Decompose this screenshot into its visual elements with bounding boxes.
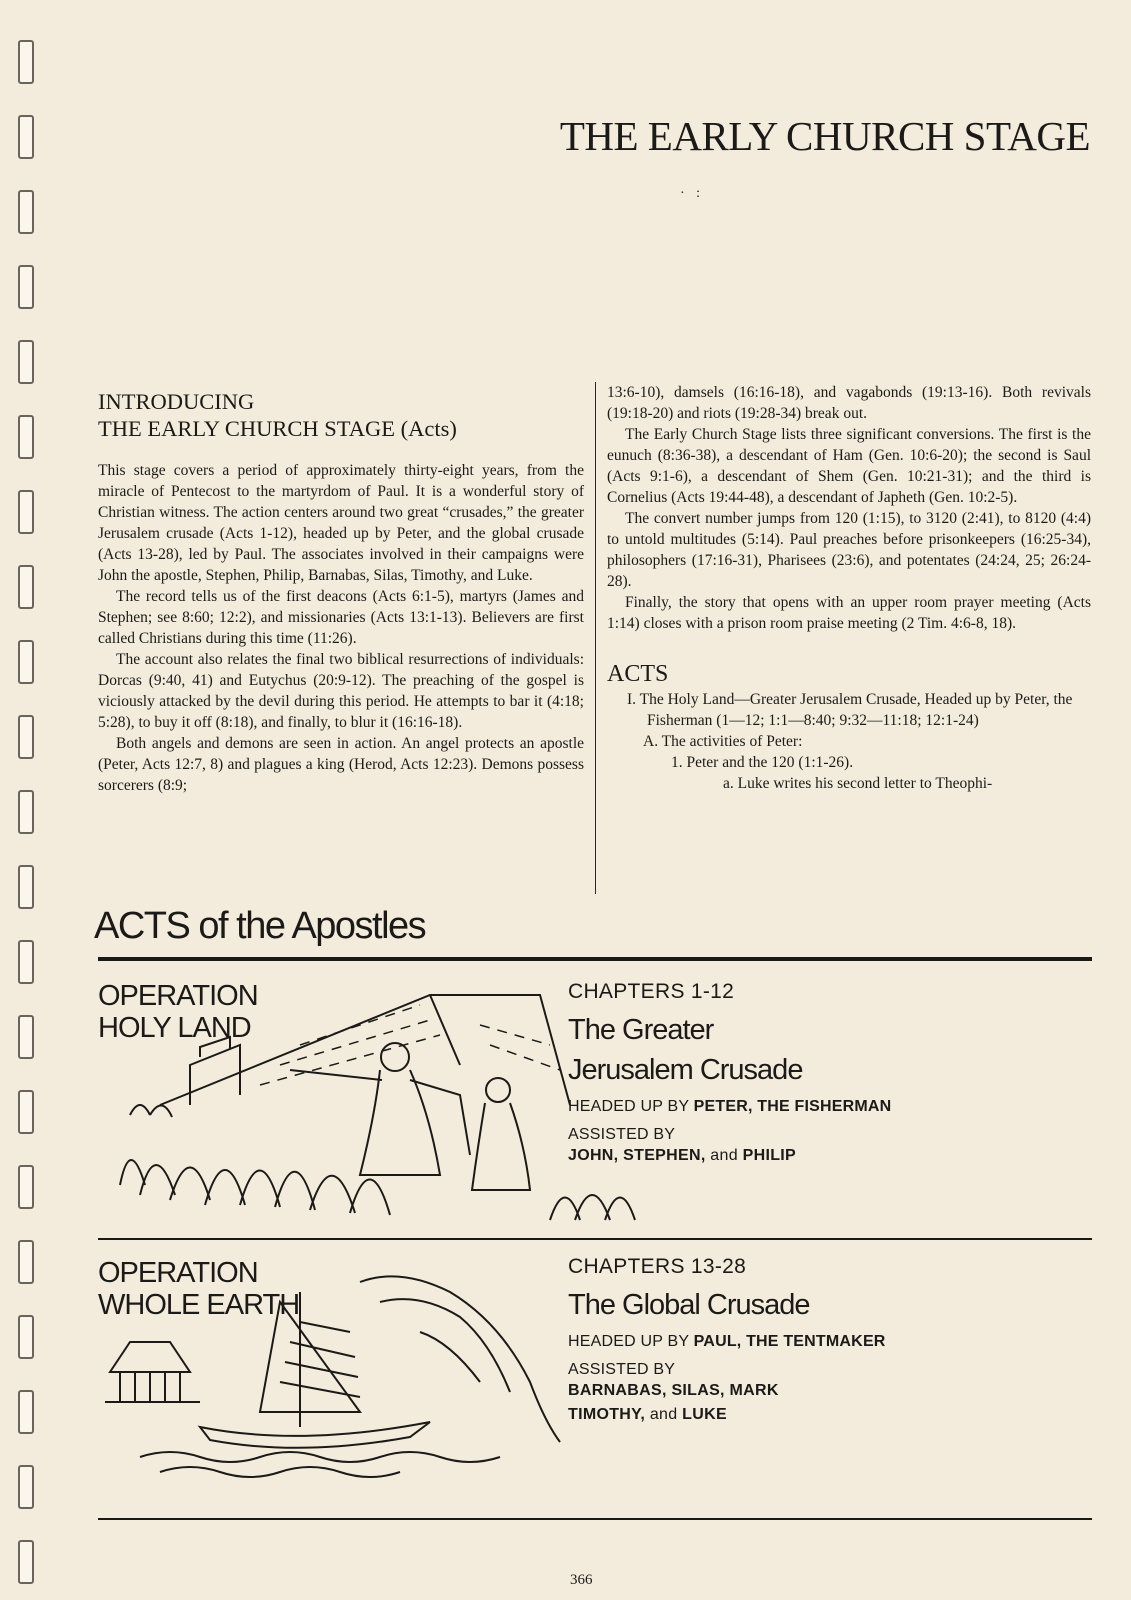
- binding-ring: [18, 265, 34, 309]
- operation-leader: [568, 1098, 1088, 1116]
- binding-ring: [18, 190, 34, 234]
- binding-ring: [18, 1465, 34, 1509]
- column-divider: [595, 382, 596, 894]
- binding-ring: [18, 1390, 34, 1434]
- leader-name: PETER, THE FISHERMAN: [693, 1098, 892, 1115]
- intro-paragraph: The Early Church Stage lists three significant conversions. The first is the eunuch (8:36-38), a descendant of Ham (Gen. 10:6-20); the second is Saul (Acts 9:1-6), a descendant of Shem (Gen. 10:21-31); and the third is Cornelius (Acts 19:44-48), a descendant of Japheth (Gen. 10:2-5).: [607, 426, 1091, 506]
- binding-ring: [18, 940, 34, 984]
- operation-leader: [568, 1333, 1088, 1351]
- outline-item: a. Luke writes his second letter to Theophi-: [723, 775, 993, 792]
- operation-name-line1: OPERATION: [98, 1257, 258, 1289]
- headed-up-label: HEADED UP BY: [568, 1333, 689, 1350]
- binding-ring: [18, 1015, 34, 1059]
- outline-item: A. The activities of Peter:: [643, 733, 803, 750]
- spiral-binding: [14, 30, 44, 1590]
- operation-info: [568, 980, 1088, 1168]
- binding-ring: [18, 790, 34, 834]
- intro-heading-line2: THE EARLY CHURCH STAGE (Acts): [98, 416, 457, 441]
- page-number: 366: [570, 1572, 593, 1588]
- banner-rule: [98, 957, 1092, 961]
- banner-rule: [98, 1238, 1092, 1240]
- binding-ring: [18, 565, 34, 609]
- outline-item: I. The Holy Land—Greater Jerusalem Crusade, Headed up by Peter, the Fisherman (1—12; 1:1—8:40; 9:32—11:18; 12:1-24): [627, 691, 1073, 729]
- intro-paragraph: 13:6-10), damsels (16:16-18), and vagabonds (19:13-16). Both revivals (19:18-20) and riots (19:28-34) break out.: [607, 384, 1091, 422]
- binding-ring: [18, 340, 34, 384]
- operation-chapters: CHAPTERS 1-12: [568, 980, 735, 1003]
- page-title: THE EARLY CHURCH STAGE: [559, 113, 1090, 159]
- continued-column: [607, 382, 1091, 794]
- assistants-and: and: [645, 1406, 683, 1423]
- binding-ring: [18, 1315, 34, 1359]
- binding-ring: [18, 1165, 34, 1209]
- assistants-and: and: [705, 1147, 743, 1164]
- operation-name-line2: HOLY LAND: [98, 1012, 251, 1044]
- intro-paragraph: Both angels and demons are seen in action. An angel protects an apostle (Peter, Acts 12:7, 8) and plagues a king (Herod, Acts 12:23). Demons possess sorcerers (8:9;: [98, 735, 584, 794]
- binding-ring: [18, 1240, 34, 1284]
- banner-rule: [98, 1518, 1092, 1520]
- acts-banner-title: ACTS of the Apostles: [94, 905, 426, 947]
- headed-up-label: HEADED UP BY: [568, 1098, 689, 1115]
- assistants-names: BARNABAS, SILAS, MARK: [568, 1382, 779, 1399]
- operation-crusade: Jerusalem Crusade: [568, 1054, 803, 1086]
- intro-paragraph: Finally, the story that opens with an upper room prayer meeting (Acts 1:14) closes with a prison room praise meeting (2 Tim. 4:6-8, 18).: [607, 594, 1091, 632]
- assistants: [568, 1379, 1088, 1403]
- binding-ring: [18, 715, 34, 759]
- assistants: [568, 1403, 1088, 1427]
- operation-crusade: The Greater: [568, 1014, 714, 1046]
- binding-ring: [18, 1540, 34, 1584]
- binding-ring: [18, 490, 34, 534]
- intro-paragraph: The convert number jumps from 120 (1:15), to 3120 (2:41), to 8120 (4:4) to untold multitudes (5:14). Paul preaches before prisonkeepers (16:25-34), philosophers (17:16-31), Pharisees (23:6), and potentates (24:24, 25; 26:24-28).: [607, 510, 1091, 590]
- assisted-label: ASSISTED BY: [568, 1361, 676, 1378]
- assistants-names: LUKE: [682, 1406, 727, 1423]
- assistants: [568, 1144, 1088, 1168]
- intro-heading-line1: INTRODUCING: [98, 389, 255, 414]
- operation-chapters: CHAPTERS 13-28: [568, 1255, 747, 1278]
- intro-heading: [98, 388, 584, 442]
- outline-item: 1. Peter and the 120 (1:1-26).: [671, 754, 854, 771]
- assistants-names: TIMOTHY,: [568, 1406, 646, 1423]
- assistants-names: JOHN, STEPHEN,: [568, 1147, 706, 1164]
- binding-ring: [18, 1090, 34, 1134]
- operation-name-line1: OPERATION: [98, 980, 258, 1012]
- binding-ring: [18, 640, 34, 684]
- binding-ring: [18, 865, 34, 909]
- assisted-label: ASSISTED BY: [568, 1126, 676, 1143]
- binding-ring: [18, 415, 34, 459]
- acts-heading: ACTS: [607, 661, 669, 687]
- operation-crusade: The Global Crusade: [568, 1289, 810, 1321]
- assistants-names: PHILIP: [742, 1147, 797, 1164]
- leader-name: PAUL, THE TENTMAKER: [693, 1333, 886, 1350]
- operation-info: [568, 1255, 1088, 1427]
- binding-ring: [18, 40, 34, 84]
- intro-paragraph: This stage covers a period of approximately thirty-eight years, from the miracle of Pentecost to the martyrdom of Paul. It is a wonderful story of Christian witness. The action centers around two great “crusades,” the greater Jerusalem crusade (Acts 1-12), headed up by Peter, and the global crusade (Acts 13-28), led by Paul. The associates involved in their campaigns were John the apostle, Stephen, Philip, Barnabas, Silas, Timothy, and Luke.: [98, 462, 584, 584]
- decorative-dots: · :: [680, 186, 705, 201]
- binding-ring: [18, 115, 34, 159]
- intro-paragraph: The record tells us of the first deacons (Acts 6:1-5), martyrs (James and Stephen; see 8:60; 12:2), and missionaries (Acts 13:1-13). Believers are first called Christians during this time (11:26).: [98, 588, 584, 647]
- ship-sea-illustration: [100, 1262, 570, 1482]
- intro-paragraph: The account also relates the final two biblical resurrections of individuals: Dorcas (9:40, 41) and Eutychus (20:9-12). The preaching of the gospel is viciously attacked by the devil during this period. He attempts to bar it (4:18; 5:28), to buy it off (8:18), and finally, to blur it (16:16-18).: [98, 651, 584, 731]
- operation-name-line2: WHOLE EARTH: [98, 1289, 300, 1321]
- intro-column: [98, 388, 584, 796]
